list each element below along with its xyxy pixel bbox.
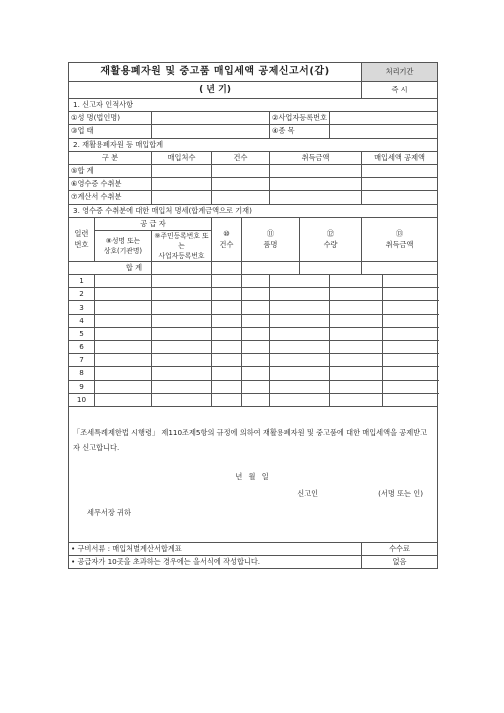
row-cell[interactable]: [152, 393, 212, 406]
row-number: 3: [69, 301, 95, 314]
s2-cell[interactable]: [362, 191, 438, 204]
s2-cell[interactable]: [270, 178, 362, 191]
row-number: 6: [69, 341, 95, 354]
row-cell[interactable]: [152, 354, 212, 367]
row-cell[interactable]: [242, 327, 270, 340]
row-cell[interactable]: [95, 380, 152, 393]
row-number: 9: [69, 380, 95, 393]
row-cell[interactable]: [242, 367, 270, 380]
row-cell[interactable]: [95, 327, 152, 340]
s2-row-receipt: ⑥영수증 수취분: [69, 178, 152, 191]
section1-title: 1. 신고자 인적사항: [69, 99, 438, 112]
declaration: [69, 406, 438, 542]
note-documents: • 구비서류 : 매입처별계산서합계표: [69, 542, 362, 555]
row-cell[interactable]: [270, 288, 330, 301]
table-row: [69, 341, 438, 354]
row-number: 8: [69, 367, 95, 380]
table-row: [69, 380, 438, 393]
business-label: ③업 태: [69, 125, 152, 138]
row-number: 4: [69, 314, 95, 327]
row-cell[interactable]: [95, 314, 152, 327]
s2-header-category: 구 분: [69, 151, 152, 164]
row-cell[interactable]: [95, 354, 152, 367]
row-cell[interactable]: [330, 354, 383, 367]
table-row: [69, 327, 438, 340]
s2-cell[interactable]: [152, 191, 212, 204]
row-cell[interactable]: [383, 327, 438, 340]
row-cell[interactable]: [270, 367, 330, 380]
row-cell[interactable]: [330, 288, 383, 301]
row-cell[interactable]: [383, 341, 438, 354]
tax-form: [68, 62, 437, 569]
s2-header-amount: 취득금액: [270, 151, 362, 164]
period-label: 처리기간: [362, 63, 438, 82]
item-label: ④종 목: [270, 125, 330, 138]
table-row: [69, 288, 438, 301]
declaration-date: 년 월 일: [235, 471, 271, 481]
s3-cell[interactable]: [362, 261, 438, 274]
row-cell[interactable]: [212, 354, 242, 367]
row-cell[interactable]: [383, 288, 438, 301]
row-cell[interactable]: [270, 393, 330, 406]
s3-cell[interactable]: [212, 261, 242, 274]
row-cell[interactable]: [152, 275, 212, 288]
declaration-text: 「조세특례제한법 시행령」 제110조제5항의 규정에 의하여 재활용폐자원 및 중고품에 대한 매입세액을 공제받고자 신고합니다.: [73, 427, 428, 452]
year-line: ( 년 기): [69, 82, 362, 99]
row-cell[interactable]: [152, 380, 212, 393]
row-number: 10: [69, 393, 95, 406]
row-cell[interactable]: [152, 288, 212, 301]
row-cell[interactable]: [152, 341, 212, 354]
period-value: 즉 시: [362, 82, 438, 99]
row-cell[interactable]: [270, 314, 330, 327]
row-cell[interactable]: [330, 380, 383, 393]
row-cell[interactable]: [95, 393, 152, 406]
row-cell[interactable]: [383, 301, 438, 314]
row-cell[interactable]: [95, 301, 152, 314]
name-field[interactable]: [152, 112, 270, 125]
table-row: [69, 393, 438, 406]
row-cell[interactable]: [212, 327, 242, 340]
row-cell[interactable]: [383, 367, 438, 380]
s2-cell[interactable]: [270, 191, 362, 204]
col9-header: ⑨주민등록번호 또는 사업자등록번호: [152, 230, 212, 261]
reporter-label: 신고인: [297, 488, 319, 498]
row-cell[interactable]: [212, 314, 242, 327]
note-suppliers: • 공급자가 10곳을 초과하는 경우에는 을서식에 작성합니다.: [69, 556, 362, 569]
qty-header: ⑫ 수량: [300, 217, 362, 261]
form-title: 재활용폐자원 및 중고품 매입세액 공제신고서(갑): [69, 63, 362, 82]
s3-cell[interactable]: [242, 261, 300, 274]
row-cell[interactable]: [270, 301, 330, 314]
business-field[interactable]: [152, 125, 270, 138]
row-cell[interactable]: [242, 301, 270, 314]
row-cell[interactable]: [383, 354, 438, 367]
item-header: ⑪ 품명: [242, 217, 300, 261]
row-cell[interactable]: [95, 275, 152, 288]
s2-cell[interactable]: [270, 164, 362, 177]
fee-value: 없음: [362, 556, 438, 569]
s2-row-total: ⑤합 계: [69, 164, 152, 177]
item-field[interactable]: [330, 125, 438, 138]
row-cell[interactable]: [330, 275, 383, 288]
s2-header-suppliers: 매입처수: [152, 151, 212, 164]
recipient: 세무서장 귀하: [87, 507, 131, 517]
count-header: ⑩ 건수: [212, 217, 242, 261]
signature-label: (서명 또는 인): [378, 488, 424, 498]
row-cell[interactable]: [270, 380, 330, 393]
s2-cell[interactable]: [212, 191, 270, 204]
section2-title: 2. 재활용폐자원 등 매입합계: [69, 138, 438, 151]
row-cell[interactable]: [270, 327, 330, 340]
row-cell[interactable]: [242, 288, 270, 301]
row-cell[interactable]: [383, 314, 438, 327]
s2-cell[interactable]: [152, 164, 212, 177]
row-cell[interactable]: [212, 380, 242, 393]
s3-total-label: 합 계: [69, 261, 152, 274]
row-cell[interactable]: [152, 367, 212, 380]
row-cell[interactable]: [383, 393, 438, 406]
bizno-field[interactable]: [330, 112, 438, 125]
col8-header: ⑧성명 또는 상호(기관명): [95, 230, 152, 261]
s2-row-invoice: ⑦계산서 수취분: [69, 191, 152, 204]
row-cell[interactable]: [242, 393, 270, 406]
row-cell[interactable]: [330, 314, 383, 327]
table-row: [69, 367, 438, 380]
s3-cell[interactable]: [300, 261, 362, 274]
row-cell[interactable]: [212, 288, 242, 301]
table-row: [69, 301, 438, 314]
row-number: 7: [69, 354, 95, 367]
amount-header: ⑬ 취득금액: [362, 217, 438, 261]
s3-cell[interactable]: [152, 261, 212, 274]
fee-label: 수수료: [362, 542, 438, 555]
row-number: 2: [69, 288, 95, 301]
form-table: [68, 62, 438, 569]
signature-line: [73, 486, 433, 501]
serial-header: 일련 번호: [69, 217, 95, 261]
row-cell[interactable]: [242, 354, 270, 367]
s2-cell[interactable]: [152, 178, 212, 191]
row-cell[interactable]: [330, 301, 383, 314]
supplier-header: 공 급 자: [95, 217, 212, 230]
row-cell[interactable]: [95, 367, 152, 380]
row-cell[interactable]: [383, 380, 438, 393]
row-cell[interactable]: [152, 301, 212, 314]
table-row: [69, 354, 438, 367]
row-cell[interactable]: [270, 354, 330, 367]
row-cell[interactable]: [330, 393, 383, 406]
row-cell[interactable]: [242, 380, 270, 393]
table-row: [69, 275, 438, 288]
bizno-label: ②사업자등록번호: [270, 112, 330, 125]
row-cell[interactable]: [270, 341, 330, 354]
row-cell[interactable]: [270, 275, 330, 288]
row-cell[interactable]: [330, 327, 383, 340]
row-cell[interactable]: [383, 275, 438, 288]
row-cell[interactable]: [212, 301, 242, 314]
row-cell[interactable]: [95, 288, 152, 301]
s2-cell[interactable]: [362, 178, 438, 191]
row-cell[interactable]: [95, 341, 152, 354]
section3-title: 3. 영수증 수취분에 대한 매입처 명세(합계금액으로 기재): [69, 204, 438, 217]
row-cell[interactable]: [212, 341, 242, 354]
row-cell[interactable]: [330, 367, 383, 380]
s2-cell[interactable]: [212, 178, 270, 191]
row-cell[interactable]: [242, 341, 270, 354]
row-cell[interactable]: [330, 341, 383, 354]
row-cell[interactable]: [152, 314, 212, 327]
s2-header-count: 건수: [212, 151, 270, 164]
row-cell[interactable]: [212, 367, 242, 380]
row-cell[interactable]: [242, 275, 270, 288]
row-cell[interactable]: [212, 393, 242, 406]
s2-cell[interactable]: [362, 164, 438, 177]
row-cell[interactable]: [242, 314, 270, 327]
row-cell[interactable]: [212, 275, 242, 288]
row-number: 5: [69, 327, 95, 340]
row-number: 1: [69, 275, 95, 288]
name-label: ①성 명(법인명): [69, 112, 152, 125]
s2-cell[interactable]: [212, 164, 270, 177]
s2-header-credit: 매입세액 공제액: [362, 151, 438, 164]
table-row: [69, 314, 438, 327]
row-cell[interactable]: [152, 327, 212, 340]
